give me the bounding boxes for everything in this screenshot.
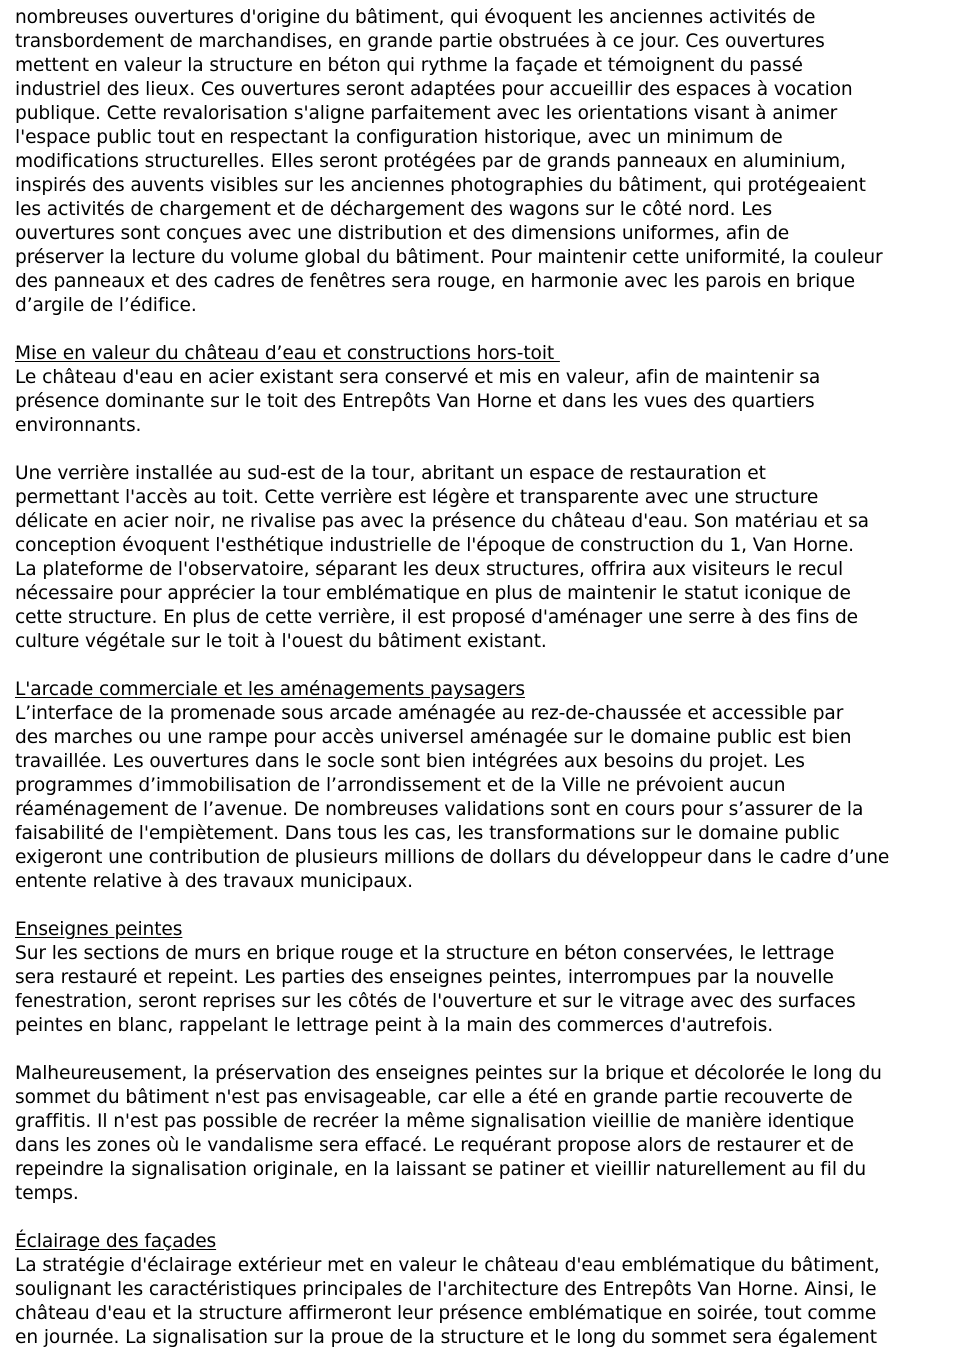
paragraph-gap: [15, 1038, 955, 1062]
chateau-paragraph-2: Une verrière installée au sud-est de la tour, abritant un espace de restauration et permettant l'accès au toit. Cette verrière est légère et transparente avec une structure délicate en acier noir, ne rivalise pas avec la présence du château d'eau. Son matériau et sa conception évoquent l'esthétique industrielle de l'époque de construction du 1, Van Horne. La plateforme de l'observatoire, séparant les deux structures, offrira aux visiteurs le recul nécessaire pour apprécier la tour emblématique en plus de maintenir le statut iconique de cette structure. En plus de cette verrière, il est proposé d'aménager une serre à des fins de culture végétale sur le toit à l'ouest du bâtiment existant.: [15, 463, 869, 652]
paragraph-gap: [15, 438, 955, 462]
enseignes-paragraph-1: Sur les sections de murs en brique rouge et la structure en béton conservées, le lettrage sera restauré et repeint. Les parties des enseignes peintes, interrompues par la nouvelle fenestration, seront reprises sur les côtés de l'ouverture et sur le vitrage avec des surfaces peintes en blanc, rappelant le lettrage peint à la main des commerces d'autrefois.: [15, 943, 856, 1036]
arcade-paragraph: L’interface de la promenade sous arcade aménagée au rez-de-chaussée et accessible par des marches ou une rampe pour accès universel aménagée sur le domaine public est bien travaillée. Les ouvertures dans le socle sont bien intégrées aux besoins du projet. Les programmes d’immobilisation de l’arrondissement et de la Ville ne prévoient aucun réaménagement de l’avenue. De nombreuses validations sont en cours pour s’assurer de la faisabilité de l'empiètement. Dans tous les cas, les transformations sur le domaine public exigeront une contribution de plusieurs millions de dollars du développeur dans le cadre d’une entente relative à des travaux municipaux.: [15, 703, 890, 892]
enseignes-paragraph-2: Malheureusement, la préservation des enseignes peintes sur la brique et décolorée le long du sommet du bâtiment n'est pas envisageable, car elle a été en grande partie recouverte de graffitis. Il n'est pas possible de recréer la même signalisation vieillie de manière identique dans les zones où le vandalisme sera effacé. Le requérant propose alors de restaurer et de repeindre la signalisation originale, en la laissant se patiner et vieillir naturellement au fil du temps.: [15, 1063, 882, 1204]
paragraph-gap: [15, 654, 955, 678]
section-heading-chateau: Mise en valeur du château d’eau et constructions hors-toit: [15, 343, 560, 364]
section-heading-eclairage: Éclairage des façades: [15, 1231, 217, 1252]
intro-paragraph: nombreuses ouvertures d'origine du bâtiment, qui évoquent les anciennes activités de transbordement de marchandises, en grande partie obstruées à ce jour. Ces ouvertures mettent en valeur la structure en béton qui rythme la façade et témoignent du passé industriel des lieux. Ces ouvertures seront adaptées pour accueillir des espaces à vocation publique. Cette revalorisation s'aligne parfaitement avec les orientations visant à animer l'espace public tout en respectant la configuration historique, avec un minimum de modifications structurelles. Elles seront protégées par de grands panneaux en aluminium, inspirés des auvents visibles sur les anciennes photographies du bâtiment, qui protégeaient les activités de chargement et de déchargement des wagons sur le côté nord. Les ouvertures sont conçues avec une distribution et des dimensions uniformes, afin de préserver la lecture du volume global du bâtiment. Pour maintenir cette uniformité, la couleur des panneaux et des cadres de fenêtres sera rouge, en harmonie avec les parois en brique d’argile de l’édifice.: [15, 7, 883, 316]
eclairage-paragraph: La stratégie d'éclairage extérieur met en valeur le château d'eau emblématique du bâtiment, soulignant les caractéristiques principales de l'architecture des Entrepôts Van Horne. Ainsi, le château d'eau et la structure affirmeront leur présence emblématique en soirée, tout comme en journée. La signalisation sur la proue de la structure et le long du sommet sera également: [15, 1255, 880, 1348]
paragraph-gap: [15, 894, 955, 918]
paragraph-gap: [15, 1206, 955, 1230]
section-heading-arcade: L'arcade commerciale et les aménagements paysagers: [15, 679, 525, 700]
paragraph-gap: [15, 318, 955, 342]
chateau-paragraph-1: Le château d'eau en acier existant sera conservé et mis en valeur, afin de maintenir sa présence dominante sur le toit des Entrepôts Van Horne et dans les vues des quartiers environnants.: [15, 367, 821, 436]
section-heading-enseignes: Enseignes peintes: [15, 919, 183, 940]
document-page: [15, 6, 955, 1350]
